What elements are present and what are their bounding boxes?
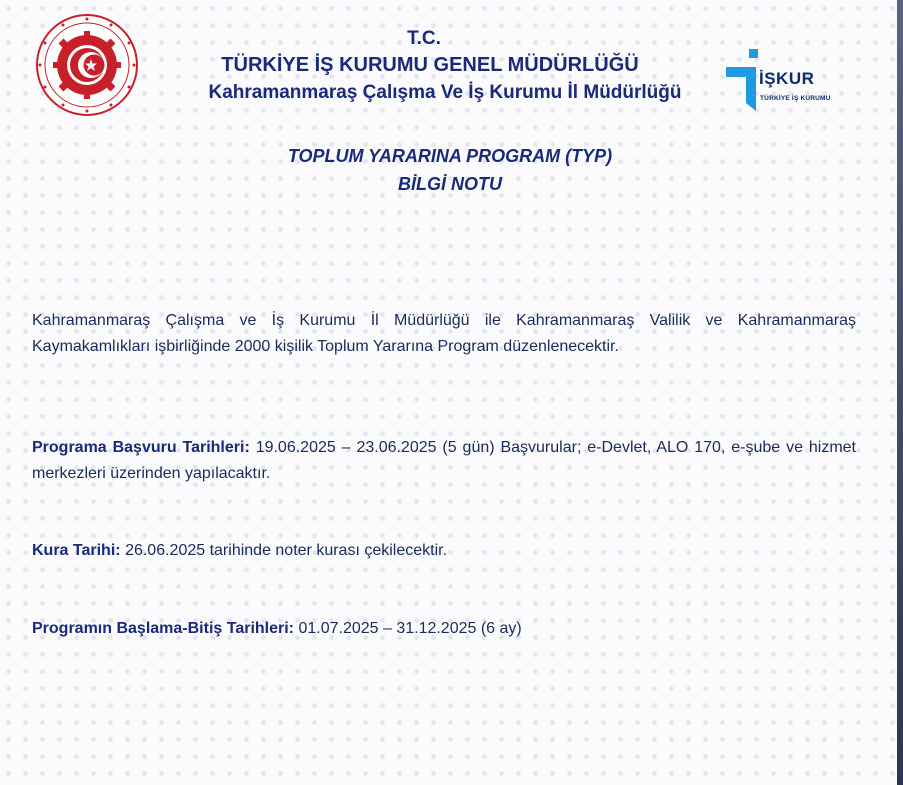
kura-label: Kura Tarihi:	[32, 542, 121, 559]
iskur-brand-name: İŞKUR	[759, 69, 815, 88]
right-edge-bar	[897, 0, 903, 785]
header-il-mudurluk: Kahramanmaraş Çalışma Ve İş Kurumu İl Müdürlüğü	[208, 82, 682, 103]
document-title: TOPLUM YARARINA PROGRAM (TYP)	[287, 146, 613, 166]
basvuru-label: Programa Başvuru Tarihleri:	[32, 439, 250, 456]
header-genel-mudurluk: TÜRKİYE İŞ KURUMU GENEL MÜDÜRLÜĞÜ	[221, 54, 639, 76]
header-tc: T.C.	[407, 28, 441, 49]
iskur-brand-subtitle: TÜRKİYE İŞ KURUMU	[760, 95, 831, 102]
kura-text: 26.06.2025 tarihinde noter kurası çekilecektir.	[125, 542, 448, 559]
document-subtitle: BİLGİ NOTU	[398, 174, 502, 194]
program-dates-text: 01.07.2025 – 31.12.2025 (6 ay)	[298, 620, 522, 637]
basvuru-text: 19.06.2025 – 23.06.2025 (5 gün) Başvurular; e-Devlet, ALO 170, e-şube ve hizmet merkezleri üzerinden yapılacaktır.	[32, 439, 856, 482]
basvuru-paragraph	[32, 435, 856, 487]
ministry-seal-icon	[31, 13, 143, 118]
intro-paragraph: Kahramanmaraş Çalışma ve İş Kurumu İl Müdürlüğü ile Kahramanmaraş Valilik ve Kahramanmaraş Kaymakamlıkları işbirliğinde 2000 kişilik Toplum Yararına Program düzenlenecektir.	[32, 312, 856, 355]
program-dates-paragraph	[32, 616, 856, 642]
kura-paragraph	[32, 538, 856, 564]
program-dates-label: Programın Başlama-Bitiş Tarihleri:	[32, 620, 294, 637]
